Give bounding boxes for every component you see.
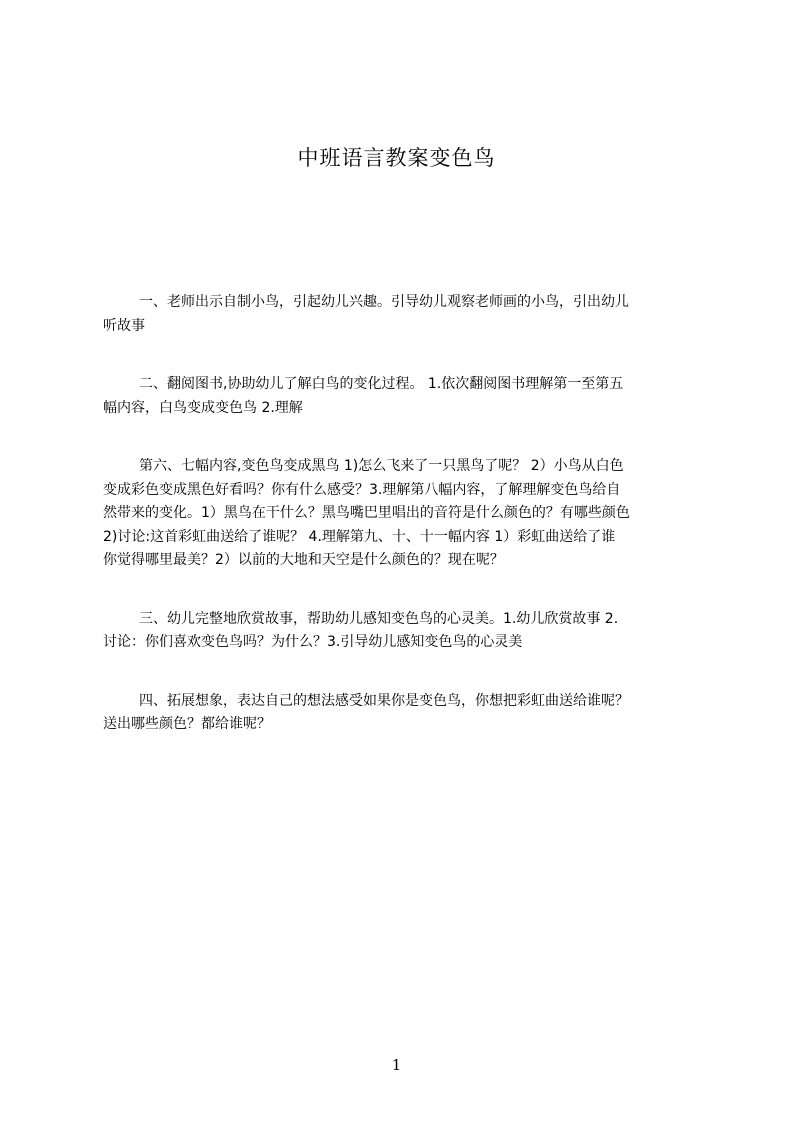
document-body [103, 291, 699, 772]
paragraph-line: 听故事 [103, 317, 145, 334]
paragraph-line: 第六、七幅内容,变色鸟变成黑鸟 1)怎么飞来了一只黑鸟了呢？ 2）小鸟从白色 [139, 458, 624, 474]
paragraph-line: 三、幼儿完整地欣赏故事，帮助幼儿感知变色鸟的心灵美。1.幼儿欣赏故事 2. [139, 610, 619, 627]
paragraph-line: 幅内容，白鸟变成变色鸟 2.理解 [103, 399, 303, 416]
page-number: 1 [391, 1056, 402, 1074]
paragraph-5 [103, 690, 699, 737]
paragraph-4 [103, 608, 699, 655]
document-title: 中班语言教案变色鸟 [297, 146, 496, 170]
paragraph-line: 一、老师出示自制小鸟，引起幼儿兴趣。引导幼儿观察老师画的小鸟，引出幼儿 [139, 294, 629, 310]
paragraph-line: 送出哪些颜色？都给谁呢？ [103, 716, 271, 732]
paragraph-line: 你觉得哪里最美？2）以前的大地和天空是什么颜色的？现在呢？ [103, 552, 504, 568]
paragraph-line: 四、拓展想象，表达自己的想法感受如果你是变色鸟，你想把彩虹曲送给谁呢？ [139, 692, 629, 709]
paragraph-line: 变成彩色变成黑色好看吗？你有什么感受？3.理解第八幅内容，了解理解变色鸟给自 [103, 481, 621, 498]
paragraph-line: 二、翻阅图书,协助幼儿了解白鸟的变化过程。 1.依次翻阅图书理解第一至第五 [139, 376, 624, 392]
paragraph-2 [103, 373, 699, 420]
paragraph-line: 讨论：你们喜欢变色鸟吗？为什么？3.引导幼儿感知变色鸟的心灵美 [103, 634, 523, 650]
paragraph-3 [103, 455, 699, 573]
paragraph-line: 2)讨论:这首彩虹曲送给了谁呢？ 4.理解第九、十、十一幅内容 1）彩虹曲送给了谁 [103, 528, 616, 545]
paragraph-line: 然带来的变化。1）黑鸟在干什么？黑鸟嘴巴里唱出的音符是什么颜色的？有哪些颜色 [103, 505, 630, 521]
paragraph-1 [103, 291, 699, 338]
